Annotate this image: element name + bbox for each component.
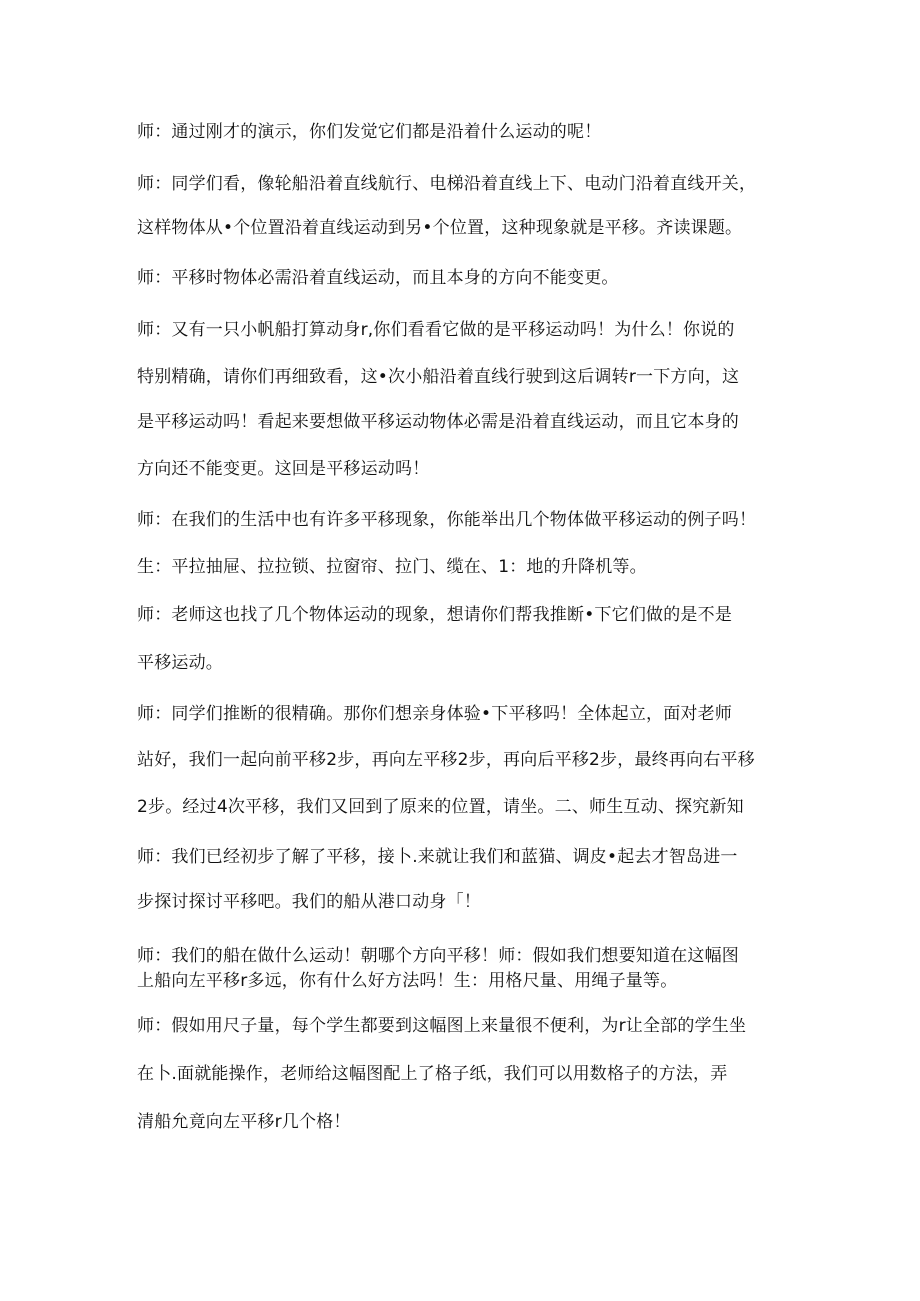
text-line: 站好，我们一起向前平移2步，再向左平移2步，再向后平移2步，最终再向右平移	[137, 750, 755, 770]
text-line: 生：平拉抽屉、拉拉锁、拉窗帘、拉门、缆在、1：地的升降机等。	[137, 557, 647, 577]
text-line: 特别精确，请你们再细致看，这•次小船沿着直线行驶到这后调转r一下方向，这	[137, 367, 740, 387]
text-line: 在卜.面就能操作，老师给这幅图配上了格子纸，我们可以用数格子的方法，弄	[137, 1064, 728, 1084]
text-line: 步探讨探讨平移吧。我们的船从港口动身「！	[137, 892, 481, 912]
text-line: 师：平移时物体必需沿着直线运动，而且本身的方向不能变更。	[137, 268, 619, 288]
text-line: 师：我们已经初步了解了平移，接卜.来就让我们和蓝猫、调皮•起去才智岛进一	[137, 847, 738, 867]
text-line: 方向还不能变更。这回是平移运动吗！	[137, 459, 430, 479]
text-line: 师：同学们推断的很精确。那你们想亲身体验•下平移吗！全体起立，面对老师	[137, 704, 733, 724]
text-line: 2步。经过4次平移，我们又回到了原来的位置，请坐。二、师生互动、探究新知	[137, 797, 744, 817]
text-line: 师：通过刚才的演示，你们发觉它们都是沿着什么运动的呢！	[137, 122, 602, 142]
text-line: 清船允竟向左平移r几个格！	[137, 1112, 351, 1132]
text-line: 师：同学们看，像轮船沿着直线航行、电梯沿着直线上下、电动门沿着直线开关，	[137, 174, 757, 194]
text-line: 师：又有一只小帆船打算动身r,你们看看它做的是平移运动吗！为什么！你说的	[137, 320, 735, 340]
text-line: 师：老师这也找了几个物体运动的现象，想请你们帮我推断•下它们做的是不是	[137, 605, 733, 625]
text-line: 是平移运动吗！看起来要想做平移运动物体必需是沿着直线运动，而且它本身的	[137, 412, 739, 432]
text-line: 师：在我们的生活中也有许多平移现象，你能举出几个物体做平移运动的例子吗！	[137, 510, 757, 530]
text-line: 平移运动。	[137, 653, 223, 673]
text-line: 这样物体从•个位置沿着直线运动到另•个位置，这种现象就是平移。齐读课题。	[137, 218, 743, 238]
text-line: 师：我们的船在做什么运动！朝哪个方向平移！师：假如我们想要知道在这幅图	[137, 946, 739, 966]
text-line: 师：假如用尺子量，每个学生都要到这幅图上来量很不便利，为r让全部的学生坐	[137, 1016, 747, 1036]
text-line: 上船向左平移r多远，你有什么好方法吗！生：用格尺量、用绳子量等。	[137, 971, 678, 991]
